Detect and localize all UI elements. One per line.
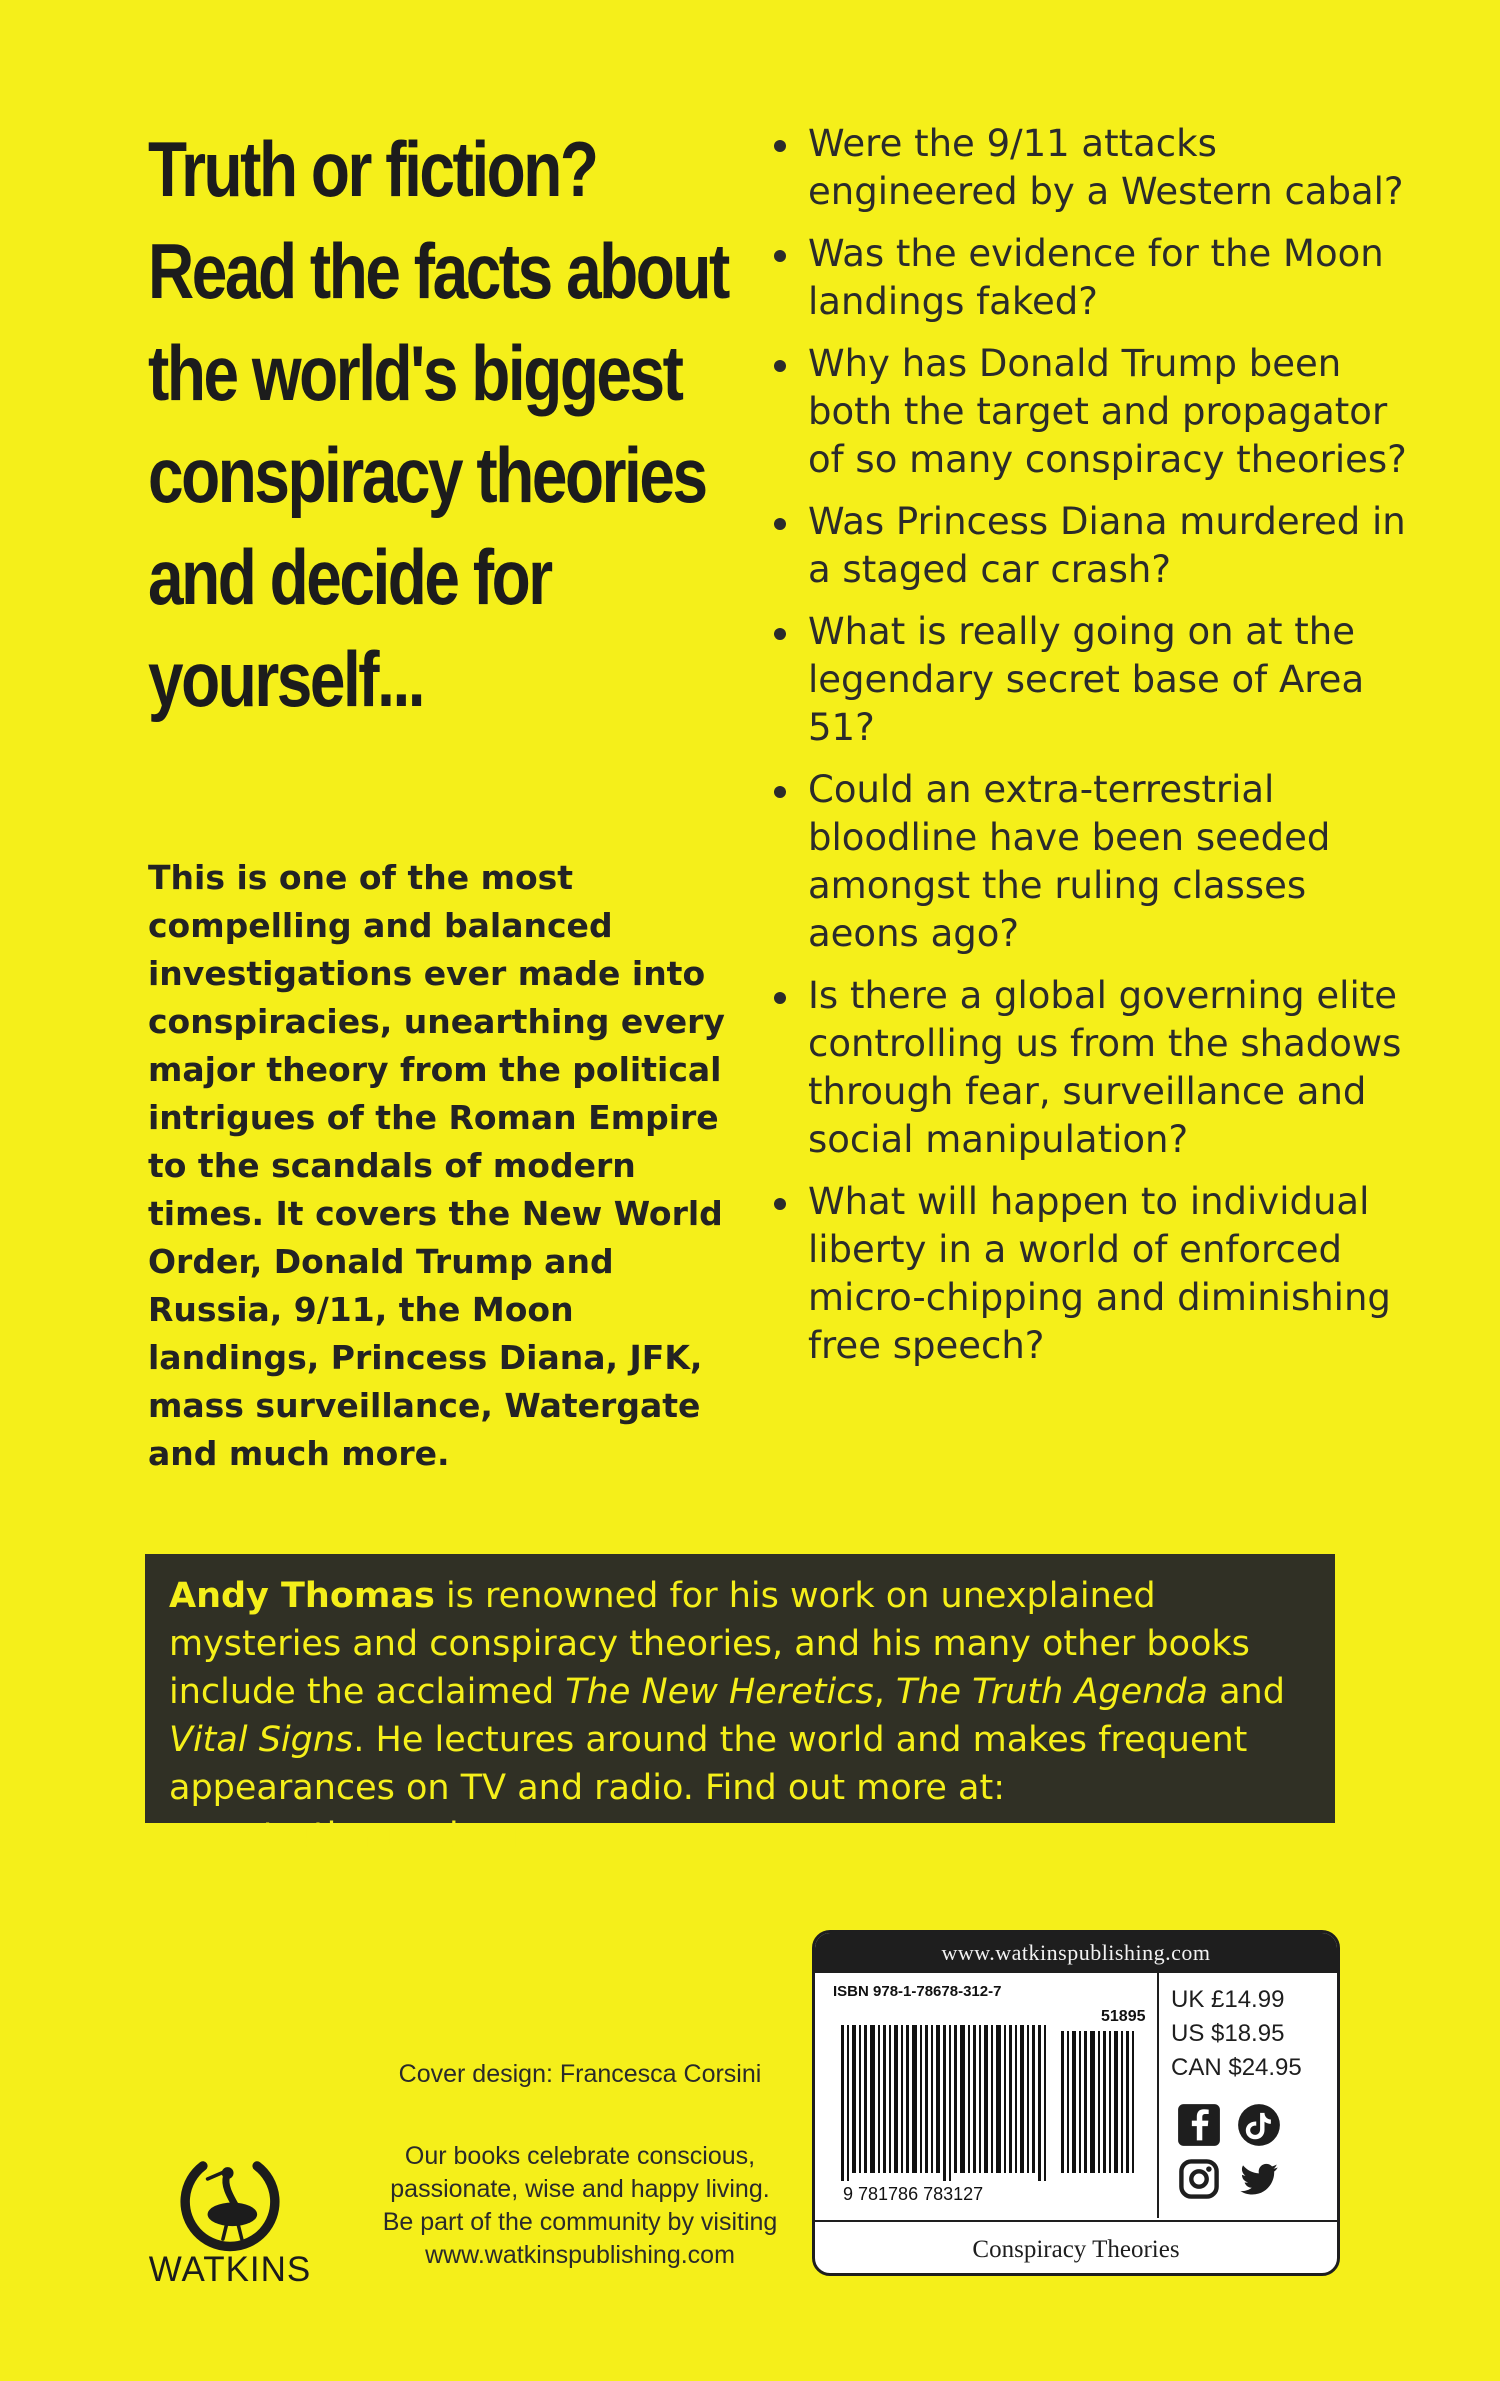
question-text: Could an extra-terrestrial bloodline have been seeded amongst the ruling classes aeons ago? (808, 768, 1331, 955)
author-name: Andy Thomas (169, 1576, 435, 1616)
headline-line-1: Truth or fiction? (148, 125, 597, 213)
main-barcode-bars (841, 2025, 1046, 2181)
mission-line: www.watkinspublishing.com (425, 2241, 735, 2269)
author-bio-separator: and (1207, 1672, 1285, 1712)
bullet-icon (774, 786, 786, 798)
headline-line-3: the world's biggest (148, 329, 682, 417)
book-title: The New Heretics (565, 1672, 874, 1712)
twitter-icon[interactable] (1237, 2157, 1281, 2201)
mission-line: Be part of the community by visiting (382, 2208, 778, 2236)
question-text: Why has Donald Trump been both the target and propagator of so many conspiracy theories? (808, 342, 1407, 481)
bullet-icon (774, 250, 786, 262)
question-text: Was the evidence for the Moon landings faked? (808, 232, 1384, 323)
bullet-icon (774, 140, 786, 152)
question-text: What will happen to individual liberty in a world of enforced micro-chipping and diminishing free speech? (808, 1180, 1391, 1367)
blurb: This is one of the most compelling and balanced investigations ever made into conspiracies, unearthing every major theory from the political intrigues of the Roman Empire to the scandals of modern times. It covers the New World Order, Donald Trump and Russia, 9/11, the Moon landings, Princess Diana, JFK, mass surveillance, Watergate and much more. (148, 858, 725, 1473)
question-item (770, 230, 1420, 326)
price-divider (1157, 1973, 1159, 2218)
question-item (770, 1178, 1420, 1370)
price-uk: UK £14.99 (1171, 1986, 1285, 2013)
author-bio-text: is renowned for his work on unexplained mysteries and conspiracy theories, and his many other books include the acclaimed (169, 1576, 1250, 1712)
question-text: What is really going on at the legendary secret base of Area 51? (808, 610, 1365, 749)
price-list (1171, 1983, 1302, 2085)
publisher-website: www.watkinspublishing.com (815, 1933, 1337, 1973)
headline-line-6: yourself... (148, 635, 424, 723)
headline-line-4: conspiracy theories (148, 431, 706, 519)
author-bio (145, 1554, 1335, 1856)
question-text: Were the 9/11 attacks engineered by a Western cabal? (808, 122, 1404, 213)
bullet-icon (774, 518, 786, 530)
question-list (770, 120, 1420, 1384)
tiktok-icon[interactable] (1237, 2103, 1281, 2147)
question-item (770, 608, 1420, 752)
book-title: The Truth Agenda (895, 1672, 1208, 1712)
book-title: Vital Signs (169, 1720, 354, 1760)
facebook-icon[interactable] (1177, 2103, 1221, 2147)
bullet-icon (774, 628, 786, 640)
price-us: US $18.95 (1171, 2020, 1285, 2047)
bullet-icon (774, 360, 786, 372)
author-bio-text: . He lectures around the world and makes frequent appearances on TV and radio. Find out more at: www.truthagenda.org (169, 1720, 1248, 1856)
question-item (770, 766, 1420, 958)
heron-logo-icon (171, 2140, 289, 2258)
mission-line: passionate, wise and happy living. (390, 2175, 770, 2203)
question-item (770, 120, 1420, 216)
barcode (831, 2005, 1151, 2215)
social-icons (1177, 2103, 1287, 2201)
barcode-card (812, 1930, 1340, 2276)
mission-line: Our books celebrate conscious, (404, 2142, 756, 2170)
headline-line-2: Read the facts about (148, 227, 728, 315)
mission-statement (370, 2140, 790, 2272)
barcode-digits: 9 781786 783127 (843, 2184, 984, 2204)
author-bio-separator: , (873, 1672, 896, 1712)
price-can: CAN $24.95 (1171, 2054, 1302, 2081)
cover-design-credit: Cover design: Francesca Corsini (398, 2060, 762, 2088)
book-category: Conspiracy Theories (815, 2220, 1337, 2276)
question-text: Was Princess Diana murdered in a staged car crash? (808, 500, 1406, 591)
bullet-icon (774, 1198, 786, 1210)
question-item (770, 498, 1420, 594)
publisher-name: WATKINS (148, 2250, 312, 2289)
price-code: 51895 (1101, 2008, 1146, 2025)
headline (148, 118, 728, 730)
question-item (770, 340, 1420, 484)
instagram-icon[interactable] (1177, 2157, 1221, 2201)
bullet-icon (774, 992, 786, 1004)
question-text: Is there a global governing elite controlling us from the shadows through fear, surveillance and social manipulation? (808, 974, 1402, 1161)
addon-barcode-bars (1061, 2031, 1134, 2173)
question-item (770, 972, 1420, 1164)
headline-line-5: and decide for (148, 533, 551, 621)
isbn: ISBN 978-1-78678-312-7 (833, 1983, 1002, 2000)
